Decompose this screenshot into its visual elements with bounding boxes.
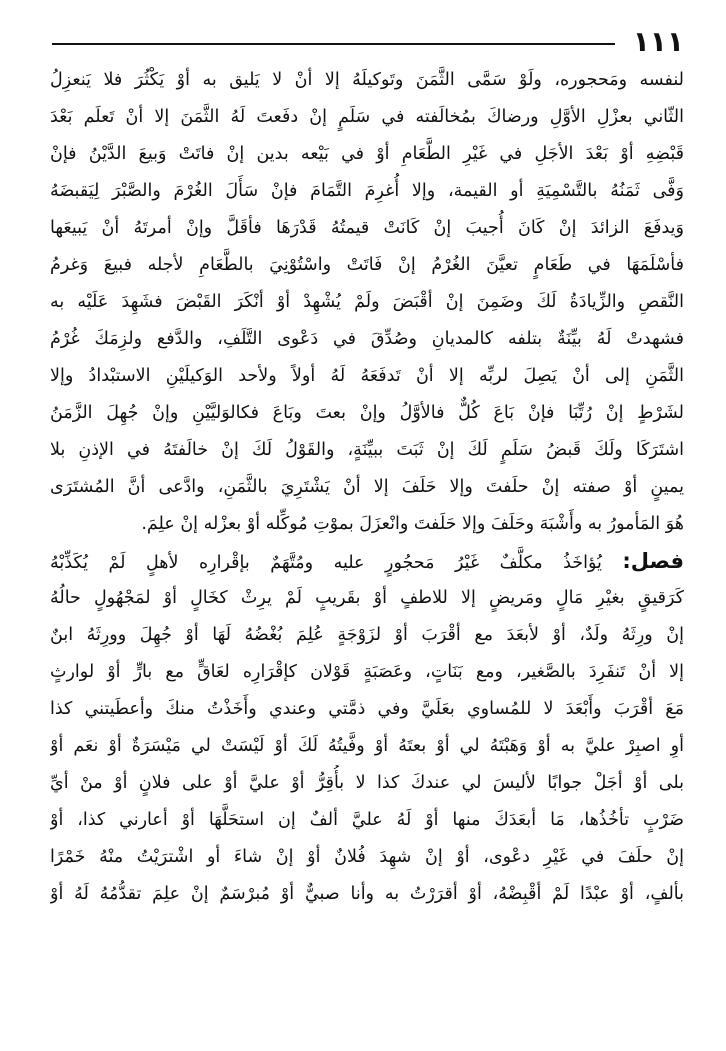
text-line: وَيدفَعَ الزائدَ إنْ كَانَ أُجيبَ إنْ كَانَتْ قيمتُهُ قَدْرَهَا فأقَلَّ وإنْ أمرتَهُ أنْ يَبيعَها: [50, 218, 684, 238]
text-line: الثَّمَنِ إلى أنْ يَصِلَ لربِّه إلا أنْ تَدفَعَهُ لَهُ أولاً ولأحد الوَكيلَيْنِ الاستبْدادُ وإلا: [50, 366, 684, 386]
text-line: وَفَّى ثَمَنُهُ بالتَّسْمِيَةِ أو القيمة، وإلا أُغرِمَ التَّمَامَ فإنْ سَأَلَ الغُرْمَ والصَّبْرَ لِيَقبضَهُ: [50, 181, 684, 201]
text-line: لشَرْطٍ إنْ رُتِّبَا فإنْ بَاعَ كُلٌّ فالأوَّلُ وإنْ بعتَ وبَاعَ فكالوَليَّيْنِ وإنْ جُهِلَ الزَّمَنُ: [50, 403, 684, 423]
text-line: فشهدتْ لَهُ بيِّنَةٌ بتلفه كالمديانِ وصُدِّقَ في دَعْوى التَّلَفِ، والدَّفع ولزِمَكَ غُرْمُ: [50, 329, 684, 349]
body-text: [50, 62, 684, 913]
section-heading: فصل:: [622, 549, 684, 573]
page-header: [52, 22, 684, 62]
text-line: هُوَ المَأمورُ به وأَشْبَهَ وحَلَفَ وإلا حَلَفتَ وانْعزَلَ بموْتِ مُوكِّله أوْ بعزْله إنْ علِمَ.: [141, 514, 684, 534]
text-line: أوِ اصبِرْ عليَّ به أوْ وَهَبْتَهُ لي أوْ بعتَهُ أوْ وفَّيتُهُ لَكَ أوْ لَيْسَتْ لي مَيْسَرَةٌ أوْ نعَم أوْ: [50, 736, 684, 756]
section-text: يُؤاخَذُ مكلَّفٌ غَيْرُ مَحجُورٍ عليه ومُتَّهَمٌ بإقْرارِه لأهلٍ لَمْ يُكَذِّبْهُ: [50, 553, 623, 573]
section-heading-line: [50, 543, 684, 580]
text-line: ضَرْبٍ تأخُذُها، مَا أبعَدَكَ منها أوْ لَهُ عليَّ ألفٌ إن استحَلَّهَا أوْ أعارني كذا، أوْ: [50, 810, 684, 830]
text-line: النَّقصِ والزِّيادَةُ لَكَ وضَمِنَ إنْ أقْبَضَ ولَمْ يُشْهِدْ أوْ أنْكَرَ القَبْضَ فشَهِدَ عَلَيْه به: [50, 292, 684, 312]
header-rule: [52, 43, 615, 45]
text-line: بلى أوْ أجَلْ جوابًا لأليسَ لي عندكَ كذا لا بأُقِرُّ أوْ عليَّ أوْ على فلانٍ أوْ منْ أيِّ: [50, 773, 684, 793]
text-line: إنْ ورِثَهُ ولَدٌ، أوْ لأبعَدَ مع أقْرَبَ أوْ لزَوْجَةٍ عُلِمَ بُغْضُهُ لَهَا أوْ جُهِلَ وورِثَهُ ابنٌ: [50, 625, 684, 645]
text-line: إنْ حلَفَ في غَيْرِ دعْوى، أوْ إنْ شهِدَ فُلانٌ أوْ إنْ شاءَ أو اشْترَيْتُ منْهُ خَمْرًا: [50, 847, 684, 867]
text-line: كَرَقيقٍ بغيْرِ مَالٍ ومَريضٍ إلا للاطفٍ أوْ بقَريبٍ لَمْ يرِثْ كخَالٍ أوْ لمَجْهُولٍ حالُهُ: [50, 588, 684, 608]
text-line: قَبْضِهِ أوْ بَعْدَ الأجَلِ في غَيْرِ الطَّعَامِ أوْ في بَيْعه بدين إنْ فاتَتْ وَبيعَ الدَّيْنُ فإنْ: [50, 144, 684, 164]
text-line: إلا أنْ تَنفَرِدَ بالصَّغير، ومع بَنَاتٍ، وعَصَبَةٍ قَوْلان كإقْرَارِه لعَاقٍّ مع بارٍّ أوْ لوارثٍ: [50, 662, 684, 682]
text-line: مَعَ أقْرَبَ وأَبْعَدَ لا للمُساوي بعَلَيَّ وفي ذمَّتي وعندي وأَخَذْتُ منكَ وأعطَيتني كذا: [50, 699, 684, 719]
text-line: يمينٍ أوْ صفته إنْ حلَفتَ وإلا حَلَفَ إلا أنْ يَشْتَرِيَ بالثَّمَنِ، وادَّعى أنَّ المُشتَرَى: [50, 477, 684, 497]
page-number: ١١١: [632, 25, 684, 58]
text-line: الثّاني بعزْلِ الأوَّلِ ورضاكَ بمُخالَفته في سَلَمٍ إنْ دفَعتَ لَهُ الثَّمَنَ إلا أنْ تَعلَم بَعْدَ: [50, 107, 684, 127]
text-line: اشتَرَكَا ولَكَ قَبضُ سَلَمٍ لَكَ إنْ ثَبَتَ ببيِّنَةٍ، والقَوْلُ لَكَ إنْ خالَفتَهُ في الإذنِ بلا: [50, 440, 684, 460]
text-line: فأسْلَمَهَا في طَعَامٍ تعيَّنَ الغُرْمُ إنْ فَاتَتْ واسْتُوْنِيَ بالطَّعَامِ لأجله فبيعَ وَغرمُ: [50, 255, 684, 275]
text-line: بألفٍ، أوْ عبْدًا لَمْ أقْبِضْهُ، أوْ أقرَرْتُ به وأنا صبيٌّ أوْ مُبرْسَمٌ إنْ علِمَ تقدُّمُهُ لَهُ أوْ: [50, 884, 684, 904]
text-line: لنفسه ومَحجوره، ولَوْ سَمَّى الثَّمَنَ وتَوكيلَهُ إلا أنْ لا يَليق به أوْ يَكْثُرَ فلا يَنعزِلُ: [50, 70, 684, 90]
